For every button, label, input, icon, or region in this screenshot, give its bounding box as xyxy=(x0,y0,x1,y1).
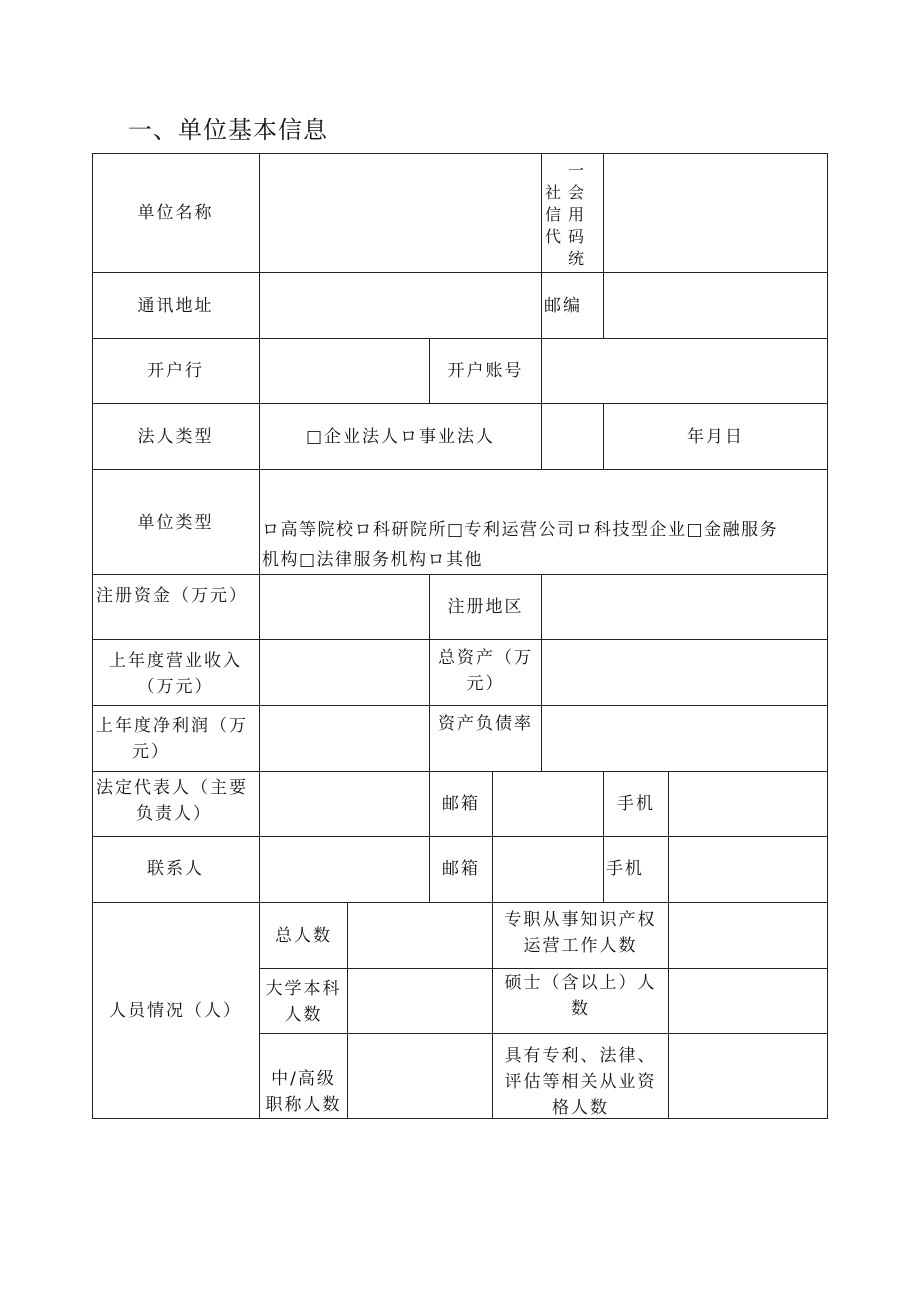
total-assets-field[interactable] xyxy=(542,640,827,705)
debt-ratio-field[interactable] xyxy=(542,706,827,771)
net-profit-label: 上年度净利润（万 元） xyxy=(96,716,248,762)
address-field[interactable] xyxy=(260,273,541,338)
mobile2-label: 手机 xyxy=(606,859,644,879)
qualified-staff-field[interactable] xyxy=(669,1034,827,1118)
total-staff-field[interactable] xyxy=(348,903,492,968)
legal-rep-field[interactable] xyxy=(260,772,429,836)
unit-type-label: 单位类型 xyxy=(137,513,214,533)
contact-field[interactable] xyxy=(260,837,429,902)
master-field[interactable] xyxy=(669,969,827,1033)
bachelor-field[interactable] xyxy=(348,969,492,1033)
credit-code-label-col1: 社 信 代 xyxy=(545,183,562,246)
registered-capital-label: 注册资金（万元） xyxy=(96,586,248,606)
unit-type-options-line2[interactable]: 机构□法律服务机构ロ其他 xyxy=(262,550,484,570)
date-label: 年月日 xyxy=(687,427,744,447)
qualified-staff-label: 具有专利、法律、 评估等相关从业资 格人数 xyxy=(504,1046,657,1118)
total-staff-label: 总人数 xyxy=(275,926,332,946)
bank-field[interactable] xyxy=(260,339,429,403)
revenue-field[interactable] xyxy=(260,640,429,705)
email2-label: 邮箱 xyxy=(442,859,480,879)
ip-staff-label: 专职从事知识产权 运营工作人数 xyxy=(504,910,657,956)
registered-capital-field[interactable] xyxy=(260,575,429,639)
unit-name-label: 单位名称 xyxy=(137,203,214,223)
credit-code-label-col2: 一 会 用 码 统 xyxy=(568,161,585,268)
section-title: 一、单位基本信息 xyxy=(128,116,328,144)
account-field[interactable] xyxy=(542,339,827,403)
mobile2-field[interactable] xyxy=(669,837,827,902)
legal-rep-label: 法定代表人（主要 负责人） xyxy=(96,778,248,824)
email2-field[interactable] xyxy=(493,837,603,902)
registered-region-field[interactable] xyxy=(542,575,827,639)
postcode-field[interactable] xyxy=(604,273,827,338)
title-staff-field[interactable] xyxy=(348,1034,492,1118)
email1-field[interactable] xyxy=(493,772,603,836)
mobile1-field[interactable] xyxy=(669,772,827,836)
ip-staff-field[interactable] xyxy=(669,903,827,968)
bank-label: 开户行 xyxy=(147,361,204,381)
revenue-label: 上年度营业收入 （万元） xyxy=(109,651,242,697)
legal-type-options[interactable]: □企业法人ロ事业法人 xyxy=(305,427,496,447)
address-label: 通讯地址 xyxy=(137,296,214,316)
total-assets-label: 总资产（万 元） xyxy=(438,648,533,694)
email1-label: 邮箱 xyxy=(442,794,480,814)
unit-name-field[interactable] xyxy=(260,154,541,272)
bachelor-label: 大学本科 人数 xyxy=(265,979,342,1025)
registered-region-label: 注册地区 xyxy=(447,597,524,617)
legal-type-label: 法人类型 xyxy=(137,427,214,447)
contact-label: 联系人 xyxy=(147,859,204,879)
account-label: 开户账号 xyxy=(447,361,524,381)
net-profit-field[interactable] xyxy=(260,706,429,771)
postcode-label: 邮编 xyxy=(544,296,582,316)
credit-code-field[interactable] xyxy=(604,154,827,272)
debt-ratio-label: 资产负债率 xyxy=(438,714,533,734)
master-label: 硕士（含以上）人 数 xyxy=(504,973,657,1019)
unit-type-options-line1[interactable]: ロ高等院校ロ科研院所□专利运营公司ロ科技型企业□金融服务 xyxy=(262,520,779,540)
title-staff-label: 中/高级 职称人数 xyxy=(265,1069,342,1115)
mobile1-label: 手机 xyxy=(617,794,655,814)
staff-label: 人员情况（人） xyxy=(109,1001,242,1021)
